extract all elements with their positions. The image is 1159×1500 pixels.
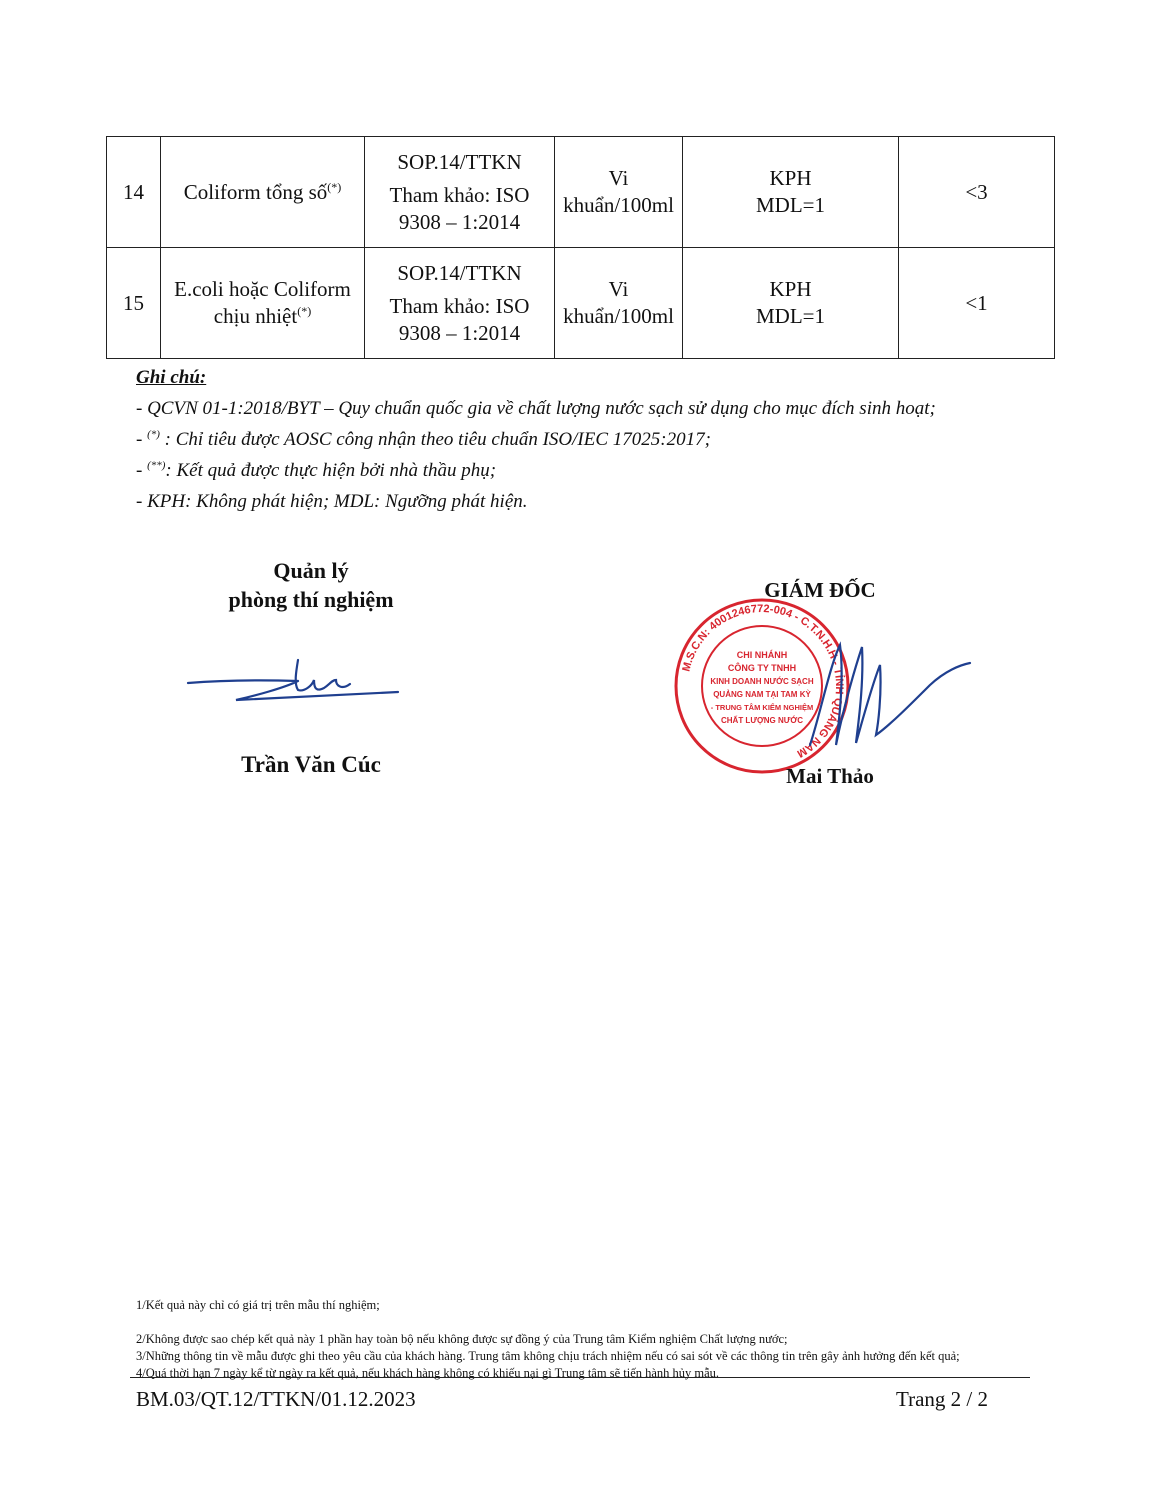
table-row [107, 248, 1055, 359]
note-prefix: - [136, 460, 148, 481]
note-mark: (**) [147, 459, 166, 472]
director-signature [800, 625, 980, 775]
table-row [107, 137, 1055, 248]
notes-section [136, 362, 1056, 517]
row-number: 15 [107, 248, 161, 359]
results-table [106, 136, 1055, 359]
note-prefix: - [136, 429, 148, 450]
page-number: Trang 2 / 2 [896, 1387, 988, 1411]
result-detail: MDL=1 [755, 193, 825, 217]
result-value: KPH [769, 166, 812, 190]
svg-text:M.S.C.N: 4001246772-004 - C.T.: M.S.C.N: 4001246772-004 - C.T.N.H.H - TỈNH QUẢNG NAM [680, 602, 846, 760]
method-cell [365, 137, 555, 248]
footer-note: 4/Quá thời hạn 7 ngày kể từ ngày ra kết quả, nếu khách hàng không có khiếu nại gì Trung tâm sẽ tiến hành hủy mẫu. [136, 1366, 720, 1380]
footer-notes [136, 1297, 1036, 1382]
note-line: - QCVN 01-1:2018/BYT – Quy chuẩn quốc gia về chất lượng nước sạch sử dụng cho mục đích sinh hoạt; [136, 398, 936, 419]
parameter-name: E.coli hoặc Coliform chịu nhiệt [174, 277, 351, 328]
note-text: : Chỉ tiêu được AOSC công nhận theo tiêu chuẩn ISO/IEC 17025:2017; [159, 429, 711, 450]
row-number: 14 [107, 137, 161, 248]
svg-text:CHẤT LƯỢNG NƯỚC: CHẤT LƯỢNG NƯỚC [720, 716, 804, 725]
form-code: BM.03/QT.12/TTKN/01.12.2023 [136, 1387, 416, 1411]
accreditation-mark: (*) [297, 304, 312, 318]
note-line [136, 455, 1056, 486]
accreditation-mark: (*) [327, 179, 342, 194]
parameter-cell [161, 248, 365, 359]
lab-manager-signature [186, 650, 401, 710]
method-code: SOP.14/TTKN [397, 260, 522, 285]
limit-cell: <3 [899, 137, 1055, 248]
result-value: KPH [769, 277, 812, 301]
svg-text:CÔNG TY TNHH: CÔNG TY TNHH [727, 663, 797, 673]
footer-note: 3/Những thông tin về mẫu được ghi theo yêu cầu của khách hàng. Trung tâm không chịu trách nhiệm nếu có sai sót về các thông tin trên gây ảnh hưởng đến kết quả; [136, 1349, 960, 1363]
svg-text:- TRUNG TÂM KIỂM NGHIỆM: - TRUNG TÂM KIỂM NGHIỆM [710, 703, 814, 712]
notes-heading: Ghi chú: [136, 367, 207, 388]
unit-cell: Vi khuẩn/100ml [555, 137, 683, 248]
svg-text:KINH DOANH NƯỚC SẠCH: KINH DOANH NƯỚC SẠCH [710, 677, 814, 686]
parameter-cell [161, 137, 365, 248]
footer-note: 2/Không được sao chép kết quả này 1 phần hay toàn bộ nếu không được sự đồng ý của Trung tâm Kiểm nghiệm Chất lượng nước; [136, 1332, 788, 1346]
note-mark: (*) [147, 428, 160, 441]
method-reference: Tham khảo: ISO 9308 – 1:2014 [389, 182, 530, 234]
svg-text:QUẢNG NAM TẠI TAM KỲ: QUẢNG NAM TẠI TAM KỲ [713, 690, 811, 699]
note-line: - KPH: Không phát hiện; MDL: Ngưỡng phát hiện. [136, 491, 528, 512]
lab-manager-title-line: Quản lý [273, 558, 349, 583]
lab-manager-title-line: phòng thí nghiệm [228, 587, 394, 612]
result-cell [683, 137, 899, 248]
parameter-name: Coliform tổng số [183, 179, 328, 204]
note-text: : Kết quả được thực hiện bởi nhà thầu phụ; [165, 460, 497, 481]
note-line [136, 424, 1056, 455]
footer-note: 1/Kết quả này chỉ có giá trị trên mẫu thí nghiệm; [136, 1298, 380, 1312]
unit-cell: Vi khuẩn/100ml [555, 248, 683, 359]
method-code: SOP.14/TTKN [397, 149, 522, 174]
director-name: Mai Thảo [786, 764, 874, 788]
result-detail: MDL=1 [755, 304, 825, 328]
method-cell [365, 248, 555, 359]
lab-manager-name: Trần Văn Cúc [241, 752, 381, 777]
footer-divider [130, 1377, 1030, 1378]
director-title: GIÁM ĐỐC [764, 578, 876, 602]
svg-text:CHI NHÁNH: CHI NHÁNH [736, 650, 788, 660]
result-cell [683, 248, 899, 359]
method-reference: Tham khảo: ISO 9308 – 1:2014 [389, 293, 530, 345]
lab-manager-title [196, 556, 426, 614]
limit-cell: <1 [899, 248, 1055, 359]
